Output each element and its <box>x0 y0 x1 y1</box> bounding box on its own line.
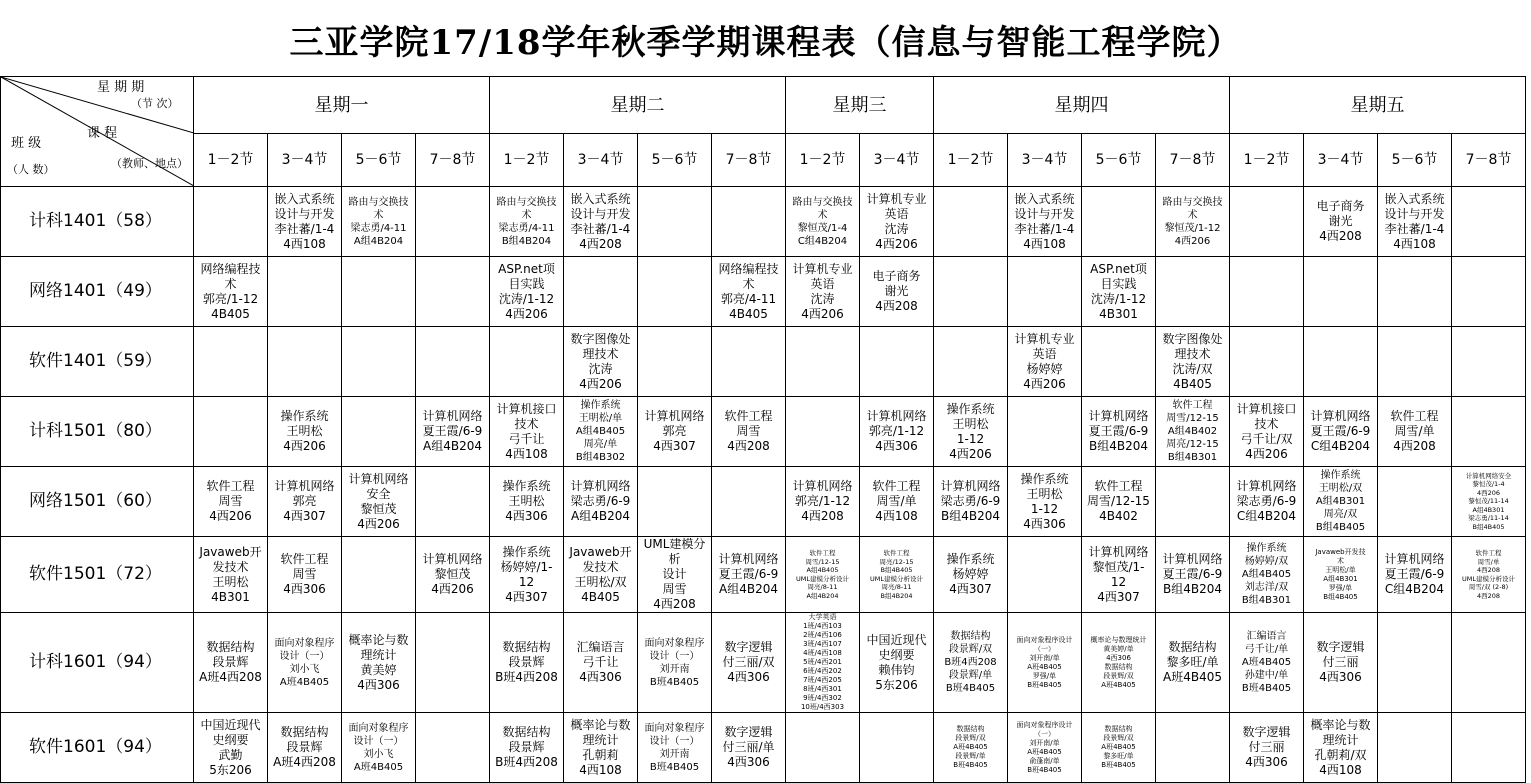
schedule-cell <box>268 187 342 257</box>
schedule-cell <box>1008 187 1082 257</box>
day-header: 星期五 <box>1230 77 1526 134</box>
schedule-cell <box>712 537 786 613</box>
corner-course: 课 程 <box>87 126 118 141</box>
schedule-cell <box>712 467 786 537</box>
schedule-cell <box>194 537 268 613</box>
course-entry: 概率论与数 理统计 孔朝莉/双 4西108 <box>1310 717 1371 777</box>
course-entry: 数字图像处 理技术 沈涛/双 4B405 <box>1162 331 1223 391</box>
period-header: 1－2节 <box>786 134 860 187</box>
schedule-cell <box>1008 467 1082 537</box>
table-row <box>1 257 1526 327</box>
course-entry: 数据结构 段景辉 A班4西208 <box>273 725 336 769</box>
day-header: 星期三 <box>786 77 934 134</box>
schedule-cell <box>712 613 786 713</box>
schedule-cell <box>1082 257 1156 327</box>
schedule-cell <box>786 187 860 257</box>
schedule-cell <box>1230 327 1304 397</box>
schedule-cell <box>564 327 638 397</box>
schedule-cell <box>1082 327 1156 397</box>
schedule-cell <box>564 467 638 537</box>
schedule-cell <box>860 257 934 327</box>
schedule-cell <box>1156 187 1230 257</box>
schedule-cell <box>1082 467 1156 537</box>
schedule-cell <box>1378 257 1452 327</box>
schedule-cell <box>786 257 860 327</box>
schedule-cell <box>416 327 490 397</box>
schedule-cell <box>1378 397 1452 467</box>
course-entry: 计算机网络 梁志勇/6-9 A组4B204 <box>570 479 631 523</box>
course-entry: 电子商务 谢光 4西208 <box>1316 199 1365 243</box>
schedule-cell <box>490 613 564 713</box>
schedule-cell <box>1452 257 1526 327</box>
schedule-cell <box>1156 467 1230 537</box>
day-header: 星期一 <box>194 77 490 134</box>
period-header: 3－4节 <box>860 134 934 187</box>
schedule-cell <box>712 187 786 257</box>
schedule-cell <box>1452 327 1526 397</box>
course-entry: 计算机网络 黎恒茂 4西206 <box>422 552 483 596</box>
course-entry: ASP.net项 目实践 沈涛/1-12 4B301 <box>1090 261 1147 321</box>
schedule-cell <box>1008 327 1082 397</box>
course-entry: 计算机网络 夏王霞/6-9 A组4B204 <box>422 409 483 453</box>
period-header: 1－2节 <box>490 134 564 187</box>
schedule-cell <box>1082 613 1156 713</box>
schedule-cell <box>1378 327 1452 397</box>
course-entry: 操作系统 杨婷婷/1- 12 4西307 <box>500 544 553 604</box>
schedule-cell <box>342 327 416 397</box>
schedule-cell <box>934 613 1008 713</box>
course-entry: 数据结构 黎多旺/单 A班4B405 <box>1163 640 1222 684</box>
schedule-cell <box>1452 613 1526 713</box>
schedule-cell <box>712 257 786 327</box>
course-entry: 数字逻辑 付三丽 4西306 <box>1316 640 1365 684</box>
course-entry: 大学英语 1班/4西103 2班/4西106 3班/4西107 4班/4西108 5班/4西201 6班/4西202 7班/4西205 8班/4西301 9班/4西302 10班/4西303 <box>800 613 845 711</box>
schedule-cell <box>786 327 860 397</box>
class-label: 网络1401（49） <box>1 257 194 327</box>
course-entry: 操作系统 王明松 1-12 4西206 <box>946 401 995 461</box>
course-entry: 计算机网络 安全 黎恒茂 4西206 <box>348 471 409 531</box>
course-entry: 软件工程 周雪/单 4西208 <box>1390 409 1439 453</box>
schedule-cell <box>490 187 564 257</box>
course-entry: 中国近现代 史纲要 武勤 5东206 <box>200 717 261 777</box>
period-header: 3－4节 <box>1008 134 1082 187</box>
schedule-cell <box>268 257 342 327</box>
schedule-cell <box>1082 537 1156 613</box>
schedule-cell <box>194 187 268 257</box>
schedule-cell <box>786 467 860 537</box>
schedule-cell <box>1230 467 1304 537</box>
course-entry: 嵌入式系统 设计与开发 李社蕃/1-4 4西108 <box>1384 191 1445 251</box>
schedule-cell <box>934 537 1008 613</box>
day-header: 星期四 <box>934 77 1230 134</box>
course-entry: 概率论与数 理统计 黄美婷 4西306 <box>348 632 409 692</box>
corner-class: 班 级 <box>11 136 42 151</box>
course-entry: 数字逻辑 付三丽/双 4西306 <box>722 640 775 684</box>
course-entry: 计算机专业 英语 沈涛 4西206 <box>866 191 927 251</box>
course-entry: 软件工程 周亮/12-15 B组4B405 UML建模分析设计 周亮/8-11 B组4B204 <box>870 549 923 600</box>
schedule-cell <box>1304 467 1378 537</box>
course-entry: 软件工程 周雪/12-15 A组4B405 UML建模分析设计 周亮/8-11 A组4B204 <box>796 549 849 600</box>
schedule-cell <box>1304 537 1378 613</box>
course-entry: 软件工程 周雪/单 4西208 UML建模分析设计 周雪/双 (2-8) 4西208 <box>1462 549 1515 600</box>
schedule-cell <box>1304 613 1378 713</box>
period-header: 3－4节 <box>268 134 342 187</box>
schedule-cell <box>1452 397 1526 467</box>
schedule-cell <box>268 397 342 467</box>
schedule-cell <box>638 187 712 257</box>
schedule-cell <box>490 537 564 613</box>
course-entry: 嵌入式系统 设计与开发 李社蕃/1-4 4西108 <box>1014 191 1075 251</box>
course-entry: 数据结构 段景辉 B班4西208 <box>495 640 558 684</box>
schedule-cell <box>638 537 712 613</box>
course-entry: 软件工程 周雪/单 4西108 <box>872 479 921 523</box>
course-entry: UML建模分析 设计 周雪 4西208 <box>643 537 706 611</box>
course-entry: 软件工程 周雪 4西206 <box>206 479 255 523</box>
course-entry: 嵌入式系统 设计与开发 李社蕃/1-4 4西108 <box>274 191 335 251</box>
course-entry: 操作系统 王明松 1-12 4西306 <box>1020 471 1069 531</box>
course-entry: 操作系统 王明松 4西206 <box>280 409 329 453</box>
table-row <box>1 613 1526 713</box>
course-entry: 网络编程技 术 郭亮/1-12 4B405 <box>200 261 261 321</box>
schedule-cell <box>934 467 1008 537</box>
course-entry: 计算机网络 夏王霞/6-9 C组4B204 <box>1310 409 1371 453</box>
table-row <box>1 187 1526 257</box>
course-entry: 计算机网络安全 黎恒茂/1-4 4西206 黎恒茂/11-14 A组4B301 梁志勇/11-14 B组4B405 <box>1465 471 1512 531</box>
schedule-cell <box>1378 537 1452 613</box>
schedule-cell <box>786 537 860 613</box>
course-entry: 计算机网络 郭亮/1-12 4西208 <box>792 479 853 523</box>
course-entry: 数据结构 段景辉/双 A班4B405 段景辉/单 B班4B405 <box>953 725 988 769</box>
course-entry: 计算机接口 技术 弓千让/双 4西206 <box>1236 401 1297 461</box>
schedule-cell <box>416 397 490 467</box>
schedule-cell <box>638 327 712 397</box>
corner-weekday: 星 期 期 <box>97 80 145 95</box>
course-entry: 软件工程 周雪 4西306 <box>280 552 329 596</box>
course-entry: 软件工程 周雪/12-15 4B402 <box>1087 479 1150 523</box>
schedule-cell <box>342 613 416 713</box>
schedule-cell <box>860 327 934 397</box>
corner-people: （人 数） <box>7 163 55 176</box>
schedule-cell <box>1304 397 1378 467</box>
course-entry: 数据结构 段景辉/双 B班4西208 段景辉/单 B班4B405 <box>944 631 997 694</box>
course-entry: 面向对象程序 设计（一） 刘开南 B班4B405 <box>644 722 705 773</box>
schedule-cell <box>416 613 490 713</box>
class-label: 网络1501（60） <box>1 467 194 537</box>
corner-section: （节 次） <box>131 97 179 110</box>
period-header: 3－4节 <box>1304 134 1378 187</box>
schedule-cell <box>934 257 1008 327</box>
schedule-cell <box>564 613 638 713</box>
schedule-cell <box>490 397 564 467</box>
class-label: 计科1401（58） <box>1 187 194 257</box>
course-entry: 软件工程 周雪 4西208 <box>724 409 773 453</box>
schedule-cell <box>416 467 490 537</box>
period-header: 5－6节 <box>1378 134 1452 187</box>
schedule-cell <box>1230 257 1304 327</box>
course-entry: ASP.net项 目实践 沈涛/1-12 4西206 <box>498 261 555 321</box>
schedule-cell <box>268 327 342 397</box>
schedule-cell <box>268 537 342 613</box>
course-entry: 计算机网络 郭亮 4西307 <box>644 409 705 453</box>
schedule-cell <box>1156 537 1230 613</box>
table-row <box>1 537 1526 613</box>
course-entry: 路由与交换技 术 黎恒茂/1-12 4西206 <box>1162 196 1223 247</box>
schedule-cell <box>638 467 712 537</box>
course-entry: 计算机网络 夏王霞/6-9 B组4B204 <box>1162 552 1223 596</box>
schedule-cell <box>1378 467 1452 537</box>
course-entry: Javaweb开发技 术 王明松/单 A组4B301 罗强/单 B组4B405 <box>1315 547 1366 601</box>
schedule-cell <box>194 327 268 397</box>
course-entry: 数据结构 段景辉 A班4西208 <box>199 640 262 684</box>
course-entry: 计算机接口 技术 弓千让 4西108 <box>496 401 557 461</box>
course-entry: 操作系统 王明松 4西306 <box>502 479 551 523</box>
course-entry: 中国近现代 史纲要 赖伟钧 5东206 <box>866 632 927 692</box>
schedule-cell <box>1378 613 1452 713</box>
class-label: 计科1601（94） <box>1 613 194 713</box>
schedule-cell <box>268 467 342 537</box>
schedule-cell <box>416 257 490 327</box>
schedule-cell <box>1156 613 1230 713</box>
schedule-cell <box>860 467 934 537</box>
schedule-cell <box>490 327 564 397</box>
schedule-cell <box>860 397 934 467</box>
table-row <box>1 467 1526 537</box>
schedule-cell <box>1082 187 1156 257</box>
schedule-cell <box>638 397 712 467</box>
course-entry: 计算机网络 梁志勇/6-9 B组4B204 <box>940 479 1001 523</box>
schedule-cell <box>860 537 934 613</box>
schedule-cell <box>1452 187 1526 257</box>
class-label: 软件1601（94） <box>1 713 194 783</box>
schedule-cell <box>934 327 1008 397</box>
period-header: 7－8节 <box>1452 134 1526 187</box>
course-entry: 操作系统 杨婷婷 4西307 <box>946 552 995 596</box>
schedule-cell <box>1304 327 1378 397</box>
schedule-cell <box>638 257 712 327</box>
course-entry: 面向对象程序 设计（一） 刘小飞 A班4B405 <box>274 637 335 688</box>
course-entry: 数字逻辑 付三丽 4西306 <box>1242 725 1291 769</box>
schedule-cell <box>1156 397 1230 467</box>
schedule-cell <box>934 397 1008 467</box>
schedule-cell <box>342 187 416 257</box>
class-label: 软件1501（72） <box>1 537 194 613</box>
schedule-cell <box>342 537 416 613</box>
schedule-cell <box>1230 613 1304 713</box>
course-entry: 计算机专业 英语 杨婷婷 4西206 <box>1014 331 1075 391</box>
schedule-cell <box>1008 257 1082 327</box>
course-entry: 计算机网络 夏王霞/6-9 C组4B204 <box>1384 552 1445 596</box>
class-label: 软件1401（59） <box>1 327 194 397</box>
schedule-cell <box>1082 397 1156 467</box>
period-header: 5－6节 <box>342 134 416 187</box>
schedule-cell <box>194 467 268 537</box>
schedule-cell <box>564 257 638 327</box>
course-entry: 计算机网络 郭亮/1-12 4西306 <box>866 409 927 453</box>
course-entry: 汇编语言 弓千让/单 A班4B405 孙建中/单 B班4B405 <box>1241 631 1292 694</box>
course-entry: 汇编语言 弓千让 4西306 <box>576 640 625 684</box>
schedule-cell <box>1008 613 1082 713</box>
period-header: 5－6节 <box>638 134 712 187</box>
schedule-cell <box>860 613 934 713</box>
schedule-cell <box>786 397 860 467</box>
schedule-cell <box>564 187 638 257</box>
course-entry: 网络编程技 术 郭亮/4-11 4B405 <box>718 261 779 321</box>
course-entry: 计算机专业 英语 沈涛 4西206 <box>792 261 853 321</box>
course-entry: 计算机网络 梁志勇/6-9 C组4B204 <box>1236 479 1297 523</box>
course-entry: 面向对象程序 设计（一） 刘开南 B班4B405 <box>644 637 705 688</box>
period-header: 1－2节 <box>1230 134 1304 187</box>
header-corner <box>1 77 194 187</box>
schedule-cell <box>860 187 934 257</box>
schedule-cell <box>1304 257 1378 327</box>
course-entry: 软件工程 周雪/12-15 A组4B402 周亮/12-15 B组4B301 <box>1166 400 1219 463</box>
course-entry: 数据结构 段景辉/双 A班4B405 黎多旺/单 B班4B405 <box>1101 725 1136 769</box>
course-entry: 概率论与数 理统计 孔朝莉 4西108 <box>570 717 631 777</box>
course-entry: 操作系统 杨婷婷/双 A组4B405 刘志洋/双 B组4B301 <box>1241 543 1292 606</box>
schedule-cell <box>194 613 268 713</box>
schedule-cell <box>1378 187 1452 257</box>
schedule-cell <box>1452 537 1526 613</box>
schedule-cell <box>786 613 860 713</box>
schedule-cell <box>342 257 416 327</box>
course-entry: 路由与交换技 术 梁志勇/4-11 B组4B204 <box>496 196 557 247</box>
schedule-cell <box>1230 187 1304 257</box>
table-row <box>1 397 1526 467</box>
schedule-cell <box>1304 187 1378 257</box>
schedule-cell <box>1452 467 1526 537</box>
course-entry: 概率论与数理统计 黄美婷/单 4西306 数据结构 段景辉/双 A班4B405 <box>1090 635 1147 689</box>
period-header: 1－2节 <box>934 134 1008 187</box>
schedule-cell <box>1230 537 1304 613</box>
period-header: 5－6节 <box>1082 134 1156 187</box>
schedule-cell <box>416 537 490 613</box>
schedule-cell <box>712 397 786 467</box>
schedule-cell <box>1156 257 1230 327</box>
schedule-cell <box>564 397 638 467</box>
course-entry: 路由与交换技 术 黎恒茂/1-4 C组4B204 <box>792 196 853 247</box>
course-entry: 嵌入式系统 设计与开发 李社蕃/1-4 4西208 <box>570 191 631 251</box>
schedule-cell <box>1230 397 1304 467</box>
corner-teacher-place: （教师、地点） <box>111 157 188 170</box>
class-label: 计科1501（80） <box>1 397 194 467</box>
schedule-cell <box>934 187 1008 257</box>
course-entry: Javaweb开 发技术 王明松/双 4B405 <box>569 544 632 604</box>
period-header: 7－8节 <box>1156 134 1230 187</box>
course-entry: 路由与交换技 术 梁志勇/4-11 A组4B204 <box>348 196 409 247</box>
schedule-cell <box>342 397 416 467</box>
course-entry: 电子商务 谢光 4西208 <box>872 269 921 313</box>
timetable <box>0 76 1526 783</box>
schedule-cell <box>490 467 564 537</box>
page-title: 三亚学院17/18学年秋季学期课程表（信息与智能工程学院） <box>289 22 1242 63</box>
course-entry: 计算机网络 郭亮 4西307 <box>274 479 335 523</box>
course-entry: 面向对象程序设计 （一） 刘开南/单 A班4B405 俞蓬南/单 B班4B405 <box>1016 720 1073 774</box>
course-entry: 操作系统 王明松/双 A组4B301 周亮/双 B组4B405 <box>1315 470 1366 533</box>
schedule-cell <box>1008 537 1082 613</box>
schedule-cell <box>638 613 712 713</box>
course-entry: 计算机网络 夏王霞/6-9 A组4B204 <box>718 552 779 596</box>
schedule-cell <box>1008 397 1082 467</box>
schedule-cell <box>490 257 564 327</box>
course-entry: Javaweb开 发技术 王明松 4B301 <box>199 544 262 604</box>
course-entry: 面向对象程序设计 （一） 刘开南/单 A班4B405 罗强/单 B班4B405 <box>1016 635 1073 689</box>
schedule-cell <box>194 397 268 467</box>
period-header: 1－2节 <box>194 134 268 187</box>
period-header: 3－4节 <box>564 134 638 187</box>
table-row <box>1 327 1526 397</box>
day-header: 星期二 <box>490 77 786 134</box>
schedule-cell <box>712 327 786 397</box>
course-entry: 操作系统 王明松/单 A组4B405 周亮/单 B组4B302 <box>575 400 626 463</box>
schedule-cell <box>1156 327 1230 397</box>
period-header: 7－8节 <box>416 134 490 187</box>
period-header: 7－8节 <box>712 134 786 187</box>
course-entry: 数字图像处 理技术 沈涛 4西206 <box>570 331 631 391</box>
schedule-cell <box>194 257 268 327</box>
course-entry: 计算机网络 夏王霞/6-9 B组4B204 <box>1088 409 1149 453</box>
schedule-cell <box>416 187 490 257</box>
course-entry: 数字逻辑 付三丽/单 4西306 <box>722 725 775 769</box>
course-entry: 面向对象程序 设计（一） 刘小飞 A班4B405 <box>348 722 409 773</box>
schedule-cell <box>342 467 416 537</box>
schedule-cell <box>564 537 638 613</box>
course-entry: 数据结构 段景辉 B班4西208 <box>495 725 558 769</box>
schedule-cell <box>268 613 342 713</box>
course-entry: 计算机网络 黎恒茂/1- 12 4西307 <box>1088 544 1149 604</box>
